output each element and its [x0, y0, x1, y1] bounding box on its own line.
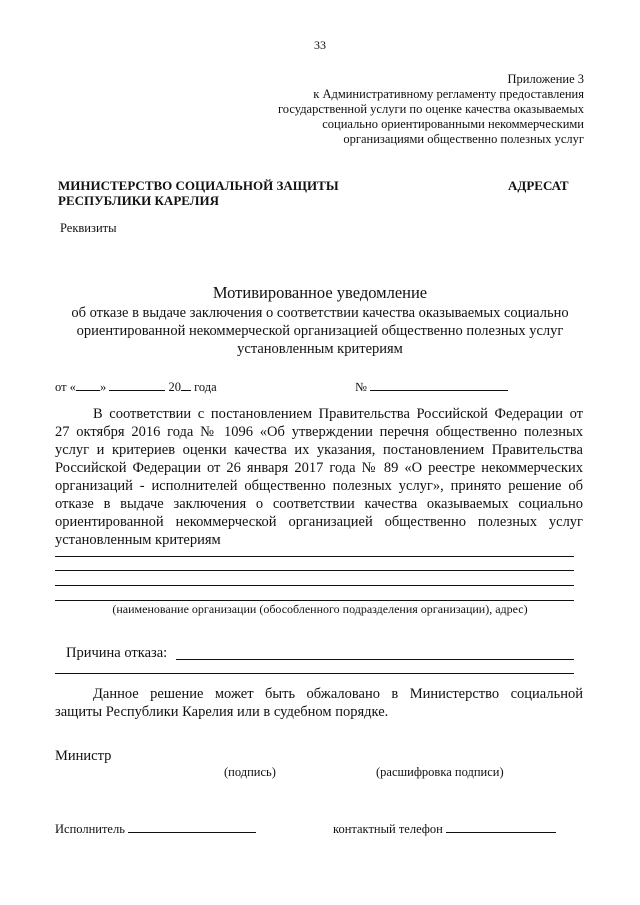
ministry-line: РЕСПУБЛИКИ КАРЕЛИЯ: [58, 193, 219, 208]
annex-line: организациями общественно полезных услуг: [343, 132, 584, 146]
org-name-field-line[interactable]: [55, 556, 574, 557]
annex-line: к Административному регламенту предоставления: [313, 87, 584, 101]
annex-line: Приложение 3: [507, 72, 584, 86]
year-suffix: года: [194, 380, 217, 394]
body-line: организаций - исполнителей общественно полезных услуг», принято решение об: [55, 478, 583, 494]
annex-line: социально ориентированными некоммерческими: [322, 117, 584, 131]
body-line: отказе в выдаче заключения о соответствии качества оказываемых социально: [55, 496, 583, 512]
appeal-line: защиты Республики Карелия или в судебном порядке.: [55, 704, 389, 720]
appeal-line: Данное решение может быть обжаловано в Министерство социальной: [93, 686, 583, 702]
phone-label: контактный телефон: [333, 822, 443, 836]
addressee-label: АДРЕСАТ: [508, 178, 569, 193]
document-title: Мотивированное уведомление: [212, 283, 428, 302]
subtitle-line: установленным критериям: [237, 341, 403, 357]
appeal-notice: [55, 685, 583, 721]
reason-field-line[interactable]: [55, 673, 574, 674]
phone-line: [333, 820, 556, 837]
year-prefix: 20: [168, 380, 181, 394]
date-close-quote: »: [99, 380, 107, 394]
signature-caption: (подпись): [224, 765, 276, 779]
number-line: [355, 378, 508, 395]
ministry-line: МИНИСТЕРСТВО СОЦИАЛЬНОЙ ЗАЩИТЫ: [58, 178, 339, 193]
document-subtitle: [0, 304, 640, 358]
requisites-label: Реквизиты: [60, 221, 117, 235]
reason-field-line[interactable]: [176, 659, 574, 660]
body-line: установленным критериям: [55, 532, 221, 548]
executor-line: [55, 820, 256, 837]
org-name-field-line[interactable]: [55, 570, 574, 571]
year-field[interactable]: [181, 378, 191, 391]
body-line: В соответствии с постановлением Правительства Российской Федерации от: [93, 406, 583, 422]
subtitle-line: об отказе в выдаче заключения о соответствии качества оказываемых социально: [71, 305, 569, 321]
subtitle-line: ориентированной некоммерческой организацией общественно полезных услуг: [76, 323, 564, 339]
ministry-name: [58, 178, 339, 208]
org-name-caption: (наименование организации (обособленного подразделения организации), адрес): [112, 602, 528, 616]
minister-label: Министр: [55, 748, 112, 764]
day-field[interactable]: [76, 378, 100, 391]
date-from-label: от «: [55, 380, 76, 394]
executor-field[interactable]: [128, 820, 256, 833]
body-line: Российской Федерации от 26 января 2017 года № 89 «О реестре некоммерческих: [55, 460, 583, 476]
org-name-field-line[interactable]: [55, 600, 574, 601]
month-field[interactable]: [109, 378, 165, 391]
executor-label: Исполнитель: [55, 822, 125, 836]
decision-body: [55, 405, 583, 549]
body-line: услуг и критериев оценки качества их указания, постановлением Правительства: [55, 442, 583, 458]
body-line: ориентированной некоммерческой организацией общественно полезных услуг: [55, 514, 583, 530]
annex-reference: [224, 72, 584, 147]
annex-line: государственной услуги по оценке качества оказываемых: [277, 102, 584, 116]
number-label: №: [355, 380, 367, 394]
phone-field[interactable]: [446, 820, 556, 833]
org-name-field-line[interactable]: [55, 585, 574, 586]
body-line: 27 октября 2016 года № 1096 «Об утверждении перечня общественно полезных: [55, 424, 583, 440]
reason-label: Причина отказа:: [66, 645, 168, 661]
number-field[interactable]: [370, 378, 508, 391]
page-number: 33: [314, 38, 326, 52]
date-line: [55, 378, 217, 395]
signature-decode-caption: (расшифровка подписи): [376, 765, 504, 779]
